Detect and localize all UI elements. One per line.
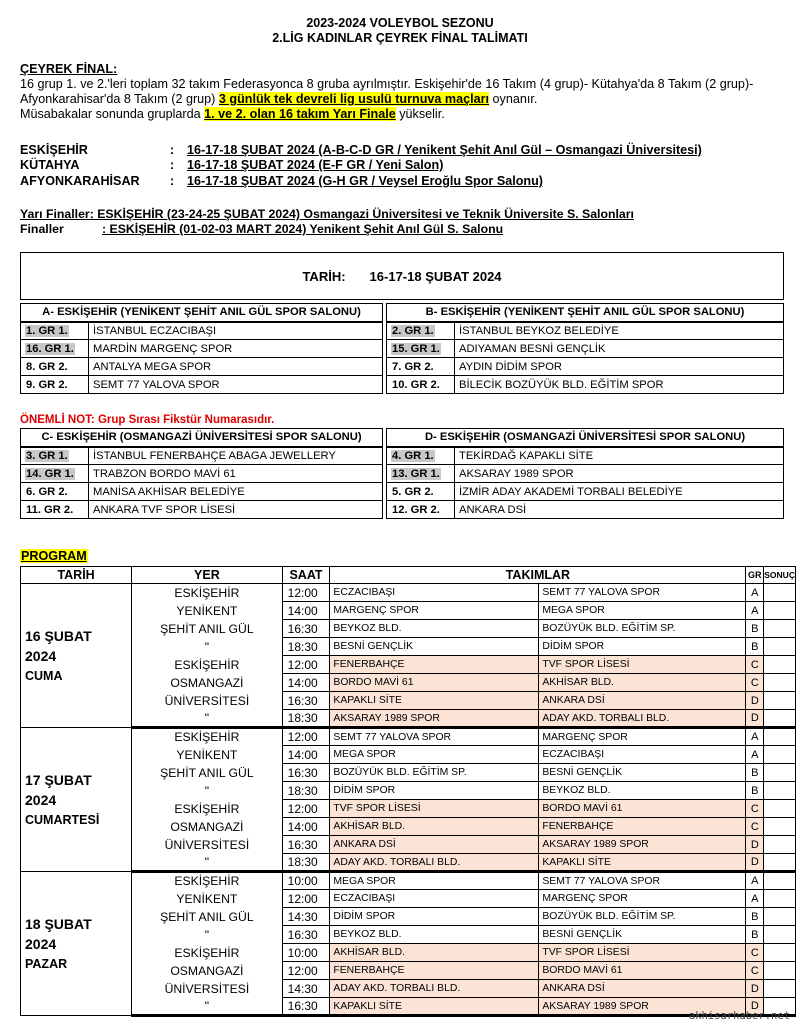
program-row: [21, 782, 796, 800]
result-cell: [764, 746, 796, 764]
col-tarih: TARİH: [21, 567, 132, 584]
result-cell: [764, 764, 796, 782]
table-row: 13. GR 1. AKSARAY 1989 SPOR: [387, 465, 784, 483]
result-cell: [764, 620, 796, 638]
program-row: [21, 926, 796, 944]
venue: ESKİŞEHİR: [132, 656, 283, 674]
day-date: 18 ŞUBAT 2024 PAZAR: [21, 872, 132, 1016]
team-home: AKHİSAR BLD.: [330, 944, 539, 962]
group-letter: B: [746, 620, 764, 638]
time: 16:30: [282, 926, 330, 944]
program-row: [21, 692, 796, 710]
time: 14:00: [282, 674, 330, 692]
team-home: DİDİM SPOR: [330, 908, 539, 926]
time: 12:00: [282, 656, 330, 674]
venue: OSMANGAZİ: [132, 818, 283, 836]
date-value: 16-17-18 ŞUBAT 2024: [369, 268, 502, 284]
time: 12:00: [282, 890, 330, 908]
intro-highlight: 3 günlük tek devreli lig usulü turnuva maçları: [218, 92, 490, 106]
group-letter: A: [746, 728, 764, 746]
finals: Finaller : ESKİŞEHİR (01-02-03 MART 2024) Yenikent Şehit Anıl Gül S. Salonu: [20, 222, 504, 236]
group-a-table: [20, 303, 383, 394]
group-letter: C: [746, 800, 764, 818]
team-home: BORDO MAVİ 61: [330, 674, 539, 692]
doc-subtitle: 2.LİG KADINLAR ÇEYREK FİNAL TALİMATI: [272, 31, 528, 45]
group-letter: B: [746, 764, 764, 782]
intro-highlight-2: 1. ve 2. olan 16 takım Yarı Finale: [204, 107, 396, 121]
team-home: FENERBAHÇE: [330, 656, 539, 674]
time: 18:30: [282, 638, 330, 656]
result-cell: [764, 872, 796, 890]
time: 18:30: [282, 854, 330, 872]
important-note: ÖNEMLİ NOT: Grup Sırası Fikstür Numarasıdır.: [20, 414, 275, 426]
team-home: BEYKOZ BLD.: [330, 620, 539, 638]
program-row: [21, 584, 796, 602]
table-row: 5. GR 2. İZMİR ADAY AKADEMİ TORBALI BELEDİYE: [387, 483, 784, 501]
group-letter: C: [746, 962, 764, 980]
result-cell: [764, 710, 796, 728]
venue: ": [132, 710, 283, 728]
venue: OSMANGAZİ: [132, 674, 283, 692]
venue: ": [132, 998, 283, 1016]
time: 12:00: [282, 728, 330, 746]
venue: ": [132, 638, 283, 656]
time: 10:00: [282, 872, 330, 890]
team-home: AKSARAY 1989 SPOR: [330, 710, 539, 728]
team-away: BORDO MAVİ 61: [539, 962, 746, 980]
program-row: [21, 746, 796, 764]
group-letter: D: [746, 692, 764, 710]
team-home: KAPAKLI SİTE: [330, 998, 539, 1016]
program-row: [21, 638, 796, 656]
team-home: SEMT 77 YALOVA SPOR: [330, 728, 539, 746]
location-eskisehir: ESKİŞEHİR : 16-17-18 ŞUBAT 2024 (A-B-C-D GR / Yenikent Şehit Anıl Gül – Osmangazi Üniversitesi): [20, 143, 702, 157]
team-away: MARGENÇ SPOR: [539, 728, 746, 746]
program-row: [21, 980, 796, 998]
table-row: 7. GR 2. AYDIN DİDİM SPOR: [387, 358, 784, 376]
result-cell: [764, 854, 796, 872]
venue: ": [132, 854, 283, 872]
group-c-table: [20, 428, 383, 519]
program-row: [21, 620, 796, 638]
table-row: 1. GR 1. İSTANBUL ECZACIBAŞI: [21, 322, 383, 340]
result-cell: [764, 944, 796, 962]
result-cell: [764, 584, 796, 602]
program-row: [21, 818, 796, 836]
team-home: BESNİ GENÇLİK: [330, 638, 539, 656]
result-cell: [764, 602, 796, 620]
team-away: AKSARAY 1989 SPOR: [539, 998, 746, 1016]
program-row: [21, 890, 796, 908]
team-away: TVF SPOR LİSESİ: [539, 944, 746, 962]
venue: ESKİŞEHİR: [132, 728, 283, 746]
team-away: SEMT 77 YALOVA SPOR: [539, 872, 746, 890]
group-letter: A: [746, 872, 764, 890]
group-letter: D: [746, 998, 764, 1016]
result-cell: [764, 638, 796, 656]
intro-paragraph-2: Müsabakalar sonunda gruplarda 1. ve 2. olan 16 takım Yarı Finale yükselir.: [20, 107, 445, 121]
group-letter: D: [746, 710, 764, 728]
col-yer: YER: [132, 567, 283, 584]
table-row: 14. GR 1. TRABZON BORDO MAVİ 61: [21, 465, 383, 483]
doc-title: 2023-2024 VOLEYBOL SEZONU: [306, 16, 494, 30]
table-row: 8. GR 2. ANTALYA MEGA SPOR: [21, 358, 383, 376]
program-label: PROGRAM: [21, 549, 87, 563]
team-home: ANKARA DSİ: [330, 836, 539, 854]
table-row: 11. GR 2. ANKARA TVF SPOR LİSESİ: [21, 501, 383, 519]
program-row: [21, 656, 796, 674]
table-row: 4. GR 1. TEKİRDAĞ KAPAKLI SİTE: [387, 447, 784, 465]
group-letter: A: [746, 890, 764, 908]
team-away: BESNİ GENÇLİK: [539, 926, 746, 944]
team-away: ANKARA DSİ: [539, 692, 746, 710]
group-letter: B: [746, 908, 764, 926]
result-cell: [764, 926, 796, 944]
result-cell: [764, 656, 796, 674]
time: 12:00: [282, 800, 330, 818]
venue: ": [132, 782, 283, 800]
program-row: [21, 728, 796, 746]
group-letter: D: [746, 854, 764, 872]
program-row: [21, 872, 796, 890]
result-cell: [764, 692, 796, 710]
time: 16:30: [282, 620, 330, 638]
team-home: FENERBAHÇE: [330, 962, 539, 980]
team-away: FENERBAHÇE: [539, 818, 746, 836]
group-b-header: B- ESKİŞEHİR (YENİKENT ŞEHİT ANIL GÜL SPOR SALONU): [387, 304, 784, 322]
day-date: 16 ŞUBAT 2024 CUMA: [21, 584, 132, 728]
intro-section: [20, 62, 790, 122]
group-letter: A: [746, 584, 764, 602]
team-away: BEYKOZ BLD.: [539, 782, 746, 800]
result-cell: [764, 890, 796, 908]
venue: ÜNİVERSİTESİ: [132, 836, 283, 854]
team-home: KAPAKLI SİTE: [330, 692, 539, 710]
group-letter: C: [746, 656, 764, 674]
time: 18:30: [282, 782, 330, 800]
result-cell: [764, 836, 796, 854]
group-letter: B: [746, 782, 764, 800]
group-letter: C: [746, 674, 764, 692]
program-row: [21, 908, 796, 926]
date-box: [20, 252, 784, 300]
team-away: DİDİM SPOR: [539, 638, 746, 656]
time: 14:00: [282, 818, 330, 836]
col-sonuc: SONUÇ: [764, 567, 796, 584]
day-date: 17 ŞUBAT 2024 CUMARTESİ: [21, 728, 132, 872]
program-row: [21, 602, 796, 620]
program-row: [21, 800, 796, 818]
time: 16:30: [282, 692, 330, 710]
time: 12:00: [282, 584, 330, 602]
date-label: TARİH:: [302, 268, 346, 284]
team-away: ANKARA DSİ: [539, 980, 746, 998]
team-away: AKHİSAR BLD.: [539, 674, 746, 692]
table-row: 12. GR 2. ANKARA DSİ: [387, 501, 784, 519]
group-letter: A: [746, 602, 764, 620]
semi-finals: Yarı Finaller: ESKİŞEHİR (23-24-25 ŞUBAT 2024) Osmangazi Üniversitesi ve Teknik Üniversite S. Salonları: [20, 207, 634, 221]
team-away: KAPAKLI SİTE: [539, 854, 746, 872]
venue: ESKİŞEHİR: [132, 872, 283, 890]
group-letter: D: [746, 980, 764, 998]
col-takimlar: TAKIMLAR: [330, 567, 746, 584]
venue: OSMANGAZİ: [132, 962, 283, 980]
program-row: [21, 854, 796, 872]
team-home: MEGA SPOR: [330, 746, 539, 764]
team-away: MEGA SPOR: [539, 602, 746, 620]
intro-paragraph-1: 16 grup 1. ve 2.'leri toplam 32 takım Federasyonca 8 gruba ayrılmıştır. Eskişehir'de 16 Takım (4 grup)- Kütahya'da 8 Takım (2 grup)- Afyonkarahisar'da 8 Takım (2 grup) 3 günlük tek devreli lig usulü turnuva maçları oynanır.: [20, 77, 754, 106]
time: 14:30: [282, 980, 330, 998]
venue: ESKİŞEHİR: [132, 944, 283, 962]
time: 12:00: [282, 962, 330, 980]
result-cell: [764, 782, 796, 800]
venue: YENİKENT: [132, 746, 283, 764]
time: 16:30: [282, 998, 330, 1016]
group-c-header: C- ESKİŞEHİR (OSMANGAZİ ÜNİVERSİTESİ SPOR SALONU): [21, 429, 383, 447]
program-row: [21, 998, 796, 1016]
table-row: 9. GR 2. SEMT 77 YALOVA SPOR: [21, 376, 383, 394]
team-away: BOZÜYÜK BLD. EĞİTİM SP.: [539, 620, 746, 638]
team-home: MEGA SPOR: [330, 872, 539, 890]
result-cell: [764, 800, 796, 818]
time: 18:30: [282, 710, 330, 728]
program-row: [21, 674, 796, 692]
time: 14:30: [282, 908, 330, 926]
group-letter: A: [746, 746, 764, 764]
col-saat: SAAT: [282, 567, 330, 584]
team-away: SEMT 77 YALOVA SPOR: [539, 584, 746, 602]
team-home: BEYKOZ BLD.: [330, 926, 539, 944]
location-kutahya: KÜTAHYA : 16-17-18 ŞUBAT 2024 (E-F GR / Yeni Salon): [20, 158, 444, 172]
team-home: ECZACIBAŞI: [330, 584, 539, 602]
result-cell: [764, 674, 796, 692]
venue: YENİKENT: [132, 602, 283, 620]
group-letter: C: [746, 818, 764, 836]
program-row: [21, 962, 796, 980]
group-letter: C: [746, 944, 764, 962]
team-away: AKSARAY 1989 SPOR: [539, 836, 746, 854]
team-away: ADAY AKD. TORBALI BLD.: [539, 710, 746, 728]
team-home: BOZÜYÜK BLD. EĞİTİM SP.: [330, 764, 539, 782]
result-cell: [764, 962, 796, 980]
table-row: 3. GR 1. İSTANBUL FENERBAHÇE ABAGA JEWELLERY: [21, 447, 383, 465]
team-away: BORDO MAVİ 61: [539, 800, 746, 818]
team-home: ECZACIBAŞI: [330, 890, 539, 908]
program-table: [20, 566, 796, 1017]
group-b-table: [386, 303, 784, 394]
table-row: 16. GR 1. MARDİN MARGENÇ SPOR: [21, 340, 383, 358]
watermark: akhisarhaber.net: [688, 1010, 790, 1022]
group-letter: B: [746, 638, 764, 656]
team-away: BESNİ GENÇLİK: [539, 764, 746, 782]
time: 14:00: [282, 602, 330, 620]
col-gr: GR: [746, 567, 764, 584]
program-row: [21, 944, 796, 962]
table-row: 15. GR 1. ADIYAMAN BESNİ GENÇLİK: [387, 340, 784, 358]
group-d-table: [386, 428, 784, 519]
program-row: [21, 710, 796, 728]
venue: ŞEHİT ANIL GÜL: [132, 764, 283, 782]
team-away: BOZÜYÜK BLD. EĞİTİM SP.: [539, 908, 746, 926]
table-row: 2. GR 1. İSTANBUL BEYKOZ BELEDİYE: [387, 322, 784, 340]
team-home: DİDİM SPOR: [330, 782, 539, 800]
result-cell: [764, 908, 796, 926]
team-away: MARGENÇ SPOR: [539, 890, 746, 908]
team-home: ADAY AKD. TORBALI BLD.: [330, 854, 539, 872]
venue: ŞEHİT ANIL GÜL: [132, 620, 283, 638]
table-row: 10. GR 2. BİLECİK BOZÜYÜK BLD. EĞİTİM SPOR: [387, 376, 784, 394]
table-row: 6. GR 2. MANİSA AKHİSAR BELEDİYE: [21, 483, 383, 501]
result-cell: [764, 980, 796, 998]
team-home: MARGENÇ SPOR: [330, 602, 539, 620]
intro-heading: ÇEYREK FİNAL:: [20, 62, 118, 76]
location-afyon: AFYONKARAHİSAR : 16-17-18 ŞUBAT 2024 (G-H GR / Veysel Eroğlu Spor Salonu): [20, 174, 543, 188]
group-letter: B: [746, 926, 764, 944]
venue: ESKİŞEHİR: [132, 800, 283, 818]
time: 10:00: [282, 944, 330, 962]
program-row: [21, 764, 796, 782]
program-row: [21, 836, 796, 854]
venue: ŞEHİT ANIL GÜL: [132, 908, 283, 926]
time: 16:30: [282, 836, 330, 854]
team-away: TVF SPOR LİSESİ: [539, 656, 746, 674]
group-a-header: A- ESKİŞEHİR (YENİKENT ŞEHİT ANIL GÜL SPOR SALONU): [21, 304, 383, 322]
group-letter: D: [746, 836, 764, 854]
time: 16:30: [282, 764, 330, 782]
venue: YENİKENT: [132, 890, 283, 908]
venue: ÜNİVERSİTESİ: [132, 980, 283, 998]
team-home: AKHİSAR BLD.: [330, 818, 539, 836]
venue: ÜNİVERSİTESİ: [132, 692, 283, 710]
venue: ": [132, 926, 283, 944]
result-cell: [764, 728, 796, 746]
result-cell: [764, 818, 796, 836]
team-home: ADAY AKD. TORBALI BLD.: [330, 980, 539, 998]
time: 14:00: [282, 746, 330, 764]
venue: ESKİŞEHİR: [132, 584, 283, 602]
group-d-header: D- ESKİŞEHİR (OSMANGAZİ ÜNİVERSİTESİ SPOR SALONU): [387, 429, 784, 447]
team-home: TVF SPOR LİSESİ: [330, 800, 539, 818]
team-away: ECZACIBAŞI: [539, 746, 746, 764]
